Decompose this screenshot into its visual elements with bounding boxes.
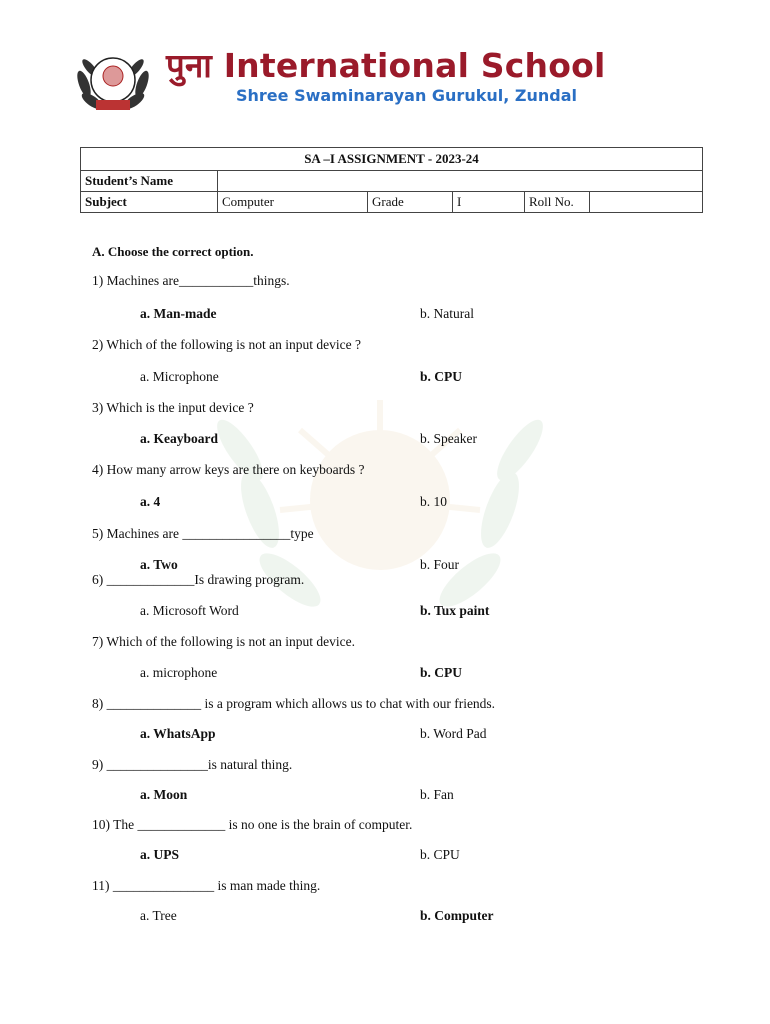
question-1-option-b: b. Natural [420,306,474,321]
question-7-option-a: a. microphone [140,665,218,680]
question-1-option-a: a. Man-made [140,306,217,321]
question-10-option-a: a. UPS [140,847,180,862]
question-3: 3) Which is the input device ? [92,400,254,415]
assignment-title: SA –I ASSIGNMENT - 2023-24 [81,148,703,171]
section-title: A. Choose the correct option. [92,244,254,259]
student-name-label: Student’s Name [81,171,218,192]
grade-value: I [453,192,525,213]
subject-label: Subject [81,192,218,213]
question-9: 9) _______________is natural thing. [92,757,293,772]
question-5-option-a: a. Two [140,557,178,572]
question-7-option-b: b. CPU [420,665,463,680]
question-6-option-a: a. Microsoft Word [140,603,239,618]
grade-label: Grade [368,192,453,213]
question-4: 4) How many arrow keys are there on keyboards ? [92,462,365,477]
question-5-option-b: b. Four [420,557,460,572]
question-10: 10) The _____________ is no one is the brain of computer. [92,817,413,832]
question-11-option-b: b. Computer [420,908,494,923]
question-7: 7) Which of the following is not an input device. [92,634,355,649]
question-9-option-a: a. Moon [140,787,188,802]
question-2-option-a: a. Microphone [140,369,219,384]
question-5: 5) Machines are ________________type [92,526,314,541]
question-3-option-a: a. Keayboard [140,431,219,446]
question-2-option-b: b. CPU [420,369,463,384]
question-6-option-b: b. Tux paint [420,603,490,618]
question-8-option-b: b. Word Pad [420,726,487,741]
question-1: 1) Machines are___________things. [92,273,290,288]
question-6: 6) _____________Is drawing program. [92,572,305,587]
school-subtitle: Shree Swaminarayan Gurukul, Zundal [236,86,577,105]
question-8-option-a: a. WhatsApp [140,726,216,741]
question-8: 8) ______________ is a program which allows us to chat with our friends. [92,696,496,711]
question-9-option-b: b. Fan [420,787,454,802]
question-11-option-a: a. Tree [140,908,177,923]
roll-no-label: Roll No. [525,192,590,213]
question-3-option-b: b. Speaker [420,431,477,446]
question-11: 11) _______________ is man made thing. [92,878,321,893]
question-4-option-b: b. 10 [420,494,447,509]
question-2: 2) Which of the following is not an input device ? [92,337,361,352]
school-name: पुना International School [166,46,606,85]
question-10-option-b: b. CPU [420,847,460,862]
subject-value: Computer [218,192,368,213]
question-4-option-a: a. 4 [140,494,161,509]
